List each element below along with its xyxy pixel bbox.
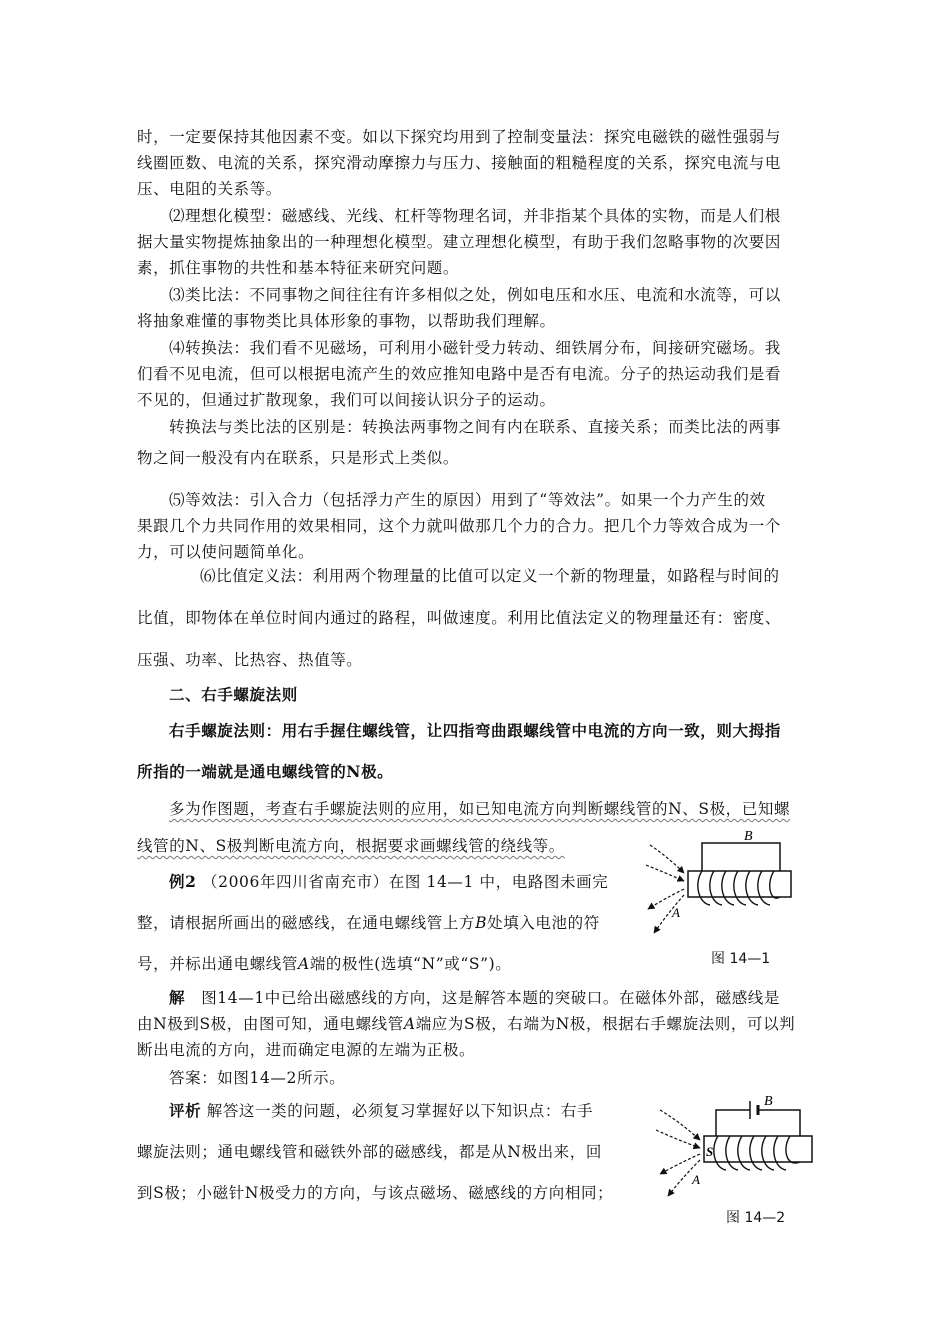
answer-line: 答案：如图14—2所示。 <box>169 1069 346 1087</box>
para6-line1: ⑸等效法：引入合力（包括浮力产生的原因）用到了“等效法”。如果一个力产生的效 <box>169 491 766 509</box>
para2-line1: ⑵理想化模型：磁感线、光线、杠杆等物理名词，并非指某个具体的实物，而是人们根 <box>169 207 781 225</box>
intro-line1: 多为作图题，考查右手螺旋法则的应用，如已知电流方向判断螺线管的N、S极，已知螺 <box>169 800 791 818</box>
solution-text-2: 由N极到S极，由图可知，通电螺线管 <box>137 1015 404 1033</box>
para7-line1: ⑹比值定义法：利用两个物理量的比值可以定义一个新的物理量，如路程与时间的 <box>200 567 780 585</box>
para7-line2: 比值，即物体在单位时间内通过的路程，叫做速度。利用比值法定义的物理量还有：密度、 <box>137 609 782 627</box>
solution-line3: 断出电流的方向，进而确定电源的左端为正极。 <box>137 1041 476 1059</box>
para1-line1: 时，一定要保持其他因素不变。如以下探究均用到了控制变量法：探究电磁铁的磁性强弱与 <box>137 128 782 146</box>
comment-text-1: 解答这一类的问题，必须复习掌握好以下知识点：右手 <box>201 1102 594 1120</box>
para2-line2: 据大量实物提炼抽象出的一种理想化模型。建立理想化模型，有助于我们忽略事物的次要因 <box>137 233 782 251</box>
circuit-wire <box>702 843 780 871</box>
intro-line2: 线管的N、S极判断电流方向，根据要求画螺线管的绕线等。 <box>137 837 565 855</box>
label-b: B <box>744 829 753 844</box>
example-text-2-end: 处填入电池的符 <box>487 914 600 932</box>
figure-14-1-caption: 图 14—1 <box>711 951 771 967</box>
example-line1 <box>169 872 608 892</box>
solution-label: 解 <box>169 988 186 1007</box>
label-s: S <box>706 1144 714 1159</box>
para5-line2: 物之间一般没有内在联系，只是形式上类似。 <box>137 449 460 467</box>
solution-text-2-end: 端应为S极，右端为N极，根据右手螺旋法则，可以判 <box>415 1015 796 1033</box>
para4-line2: 们看不见电流，但可以根据电流产生的效应推知电路中是否有电流。分子的热运动我们是看 <box>137 365 782 383</box>
para4-line1: ⑷转换法：我们看不见磁场，可利用小磁针受力转动、细铁屑分布，间接研究磁场。我 <box>169 339 781 357</box>
para6-line2: 果跟几个力共同作用的效果相同，这个力就叫做那几个力的合力。把几个力等效合成为一个 <box>137 517 782 535</box>
example-var-a: A <box>298 955 310 973</box>
para1-line2: 线圈匝数、电流的关系，探究滑动摩擦力与压力、接触面的粗糙程度的关系，探究电流与电 <box>137 154 782 172</box>
label-a: A <box>672 905 680 920</box>
para3-line2: 将抽象难懂的事物类比具体形象的事物，以帮助我们理解。 <box>137 312 556 330</box>
comment-line2: 螺旋法则；通电螺线管和磁铁外部的磁感线，都是从N极出来，回 <box>137 1143 602 1161</box>
battery-icon <box>750 1101 758 1119</box>
comment-line1 <box>169 1101 593 1121</box>
comment-label: 评析 <box>169 1101 202 1120</box>
example-text-2: 整，请根据所画出的磁感线，在通电螺线管上方 <box>137 914 476 932</box>
label-a: A <box>692 1172 700 1187</box>
solution-text-1: 图14—1中已给出磁感线的方向，这是解答本题的突破口。在磁体外部，磁感线是 <box>185 989 780 1007</box>
para6-line3: 力，可以使问题简单化。 <box>137 543 315 561</box>
label-b: B <box>764 1094 773 1109</box>
para5-line1: 转换法与类比法的区别是：转换法两事物之间有内在联系、直接关系；而类比法的两事 <box>169 418 781 436</box>
example-line3 <box>137 954 511 974</box>
solenoid-core <box>688 871 791 897</box>
rule-line1: 右手螺旋法则：用右手握住螺线管，让四指弯曲跟螺线管中电流的方向一致，则大拇指 <box>169 721 781 740</box>
section2-heading: 二、右手螺旋法则 <box>169 685 298 704</box>
example-text-3: 号，并标出通电螺线管 <box>137 955 299 973</box>
solenoid-core <box>704 1136 812 1162</box>
solution-line2 <box>137 1014 795 1034</box>
solution-var-a: A <box>403 1015 416 1033</box>
para1-line3: 压、电阻的关系等。 <box>137 180 282 198</box>
example-text-3-end: 端的极性(选填“N”或“S”)。 <box>309 955 512 973</box>
para2-line3: 素，抓住事物的共性和基本特征来研究问题。 <box>137 259 460 277</box>
para3-line1: ⑶类比法：不同事物之间往往有许多相似之处，例如电压和水压、电流和水流等，可以 <box>169 286 781 304</box>
comment-line3: 到S极；小磁针N极受力的方向，与该点磁场、磁感线的方向相同； <box>137 1184 614 1202</box>
example-label: 例2 <box>169 872 197 891</box>
para4-line3: 不见的，但通过扩散现象，我们可以间接认识分子的运动。 <box>137 391 556 409</box>
example-line2 <box>137 913 600 933</box>
figure-14-2-caption: 图 14—2 <box>726 1210 786 1226</box>
rule-line2: 所指的一端就是通电螺线管的N极。 <box>137 762 394 781</box>
solenoid-coils <box>698 871 780 905</box>
solution-line1 <box>169 988 780 1008</box>
figure-14-1-diagram <box>640 825 805 945</box>
solenoid-coils <box>714 1136 800 1170</box>
para7-line3: 压强、功率、比热容、热值等。 <box>137 651 363 669</box>
example-var-b: B <box>475 914 488 932</box>
figure-14-2-diagram <box>652 1090 817 1200</box>
example-text-1: （2006年四川省南充市）在图 14—1 中，电路图未画完 <box>202 873 609 891</box>
